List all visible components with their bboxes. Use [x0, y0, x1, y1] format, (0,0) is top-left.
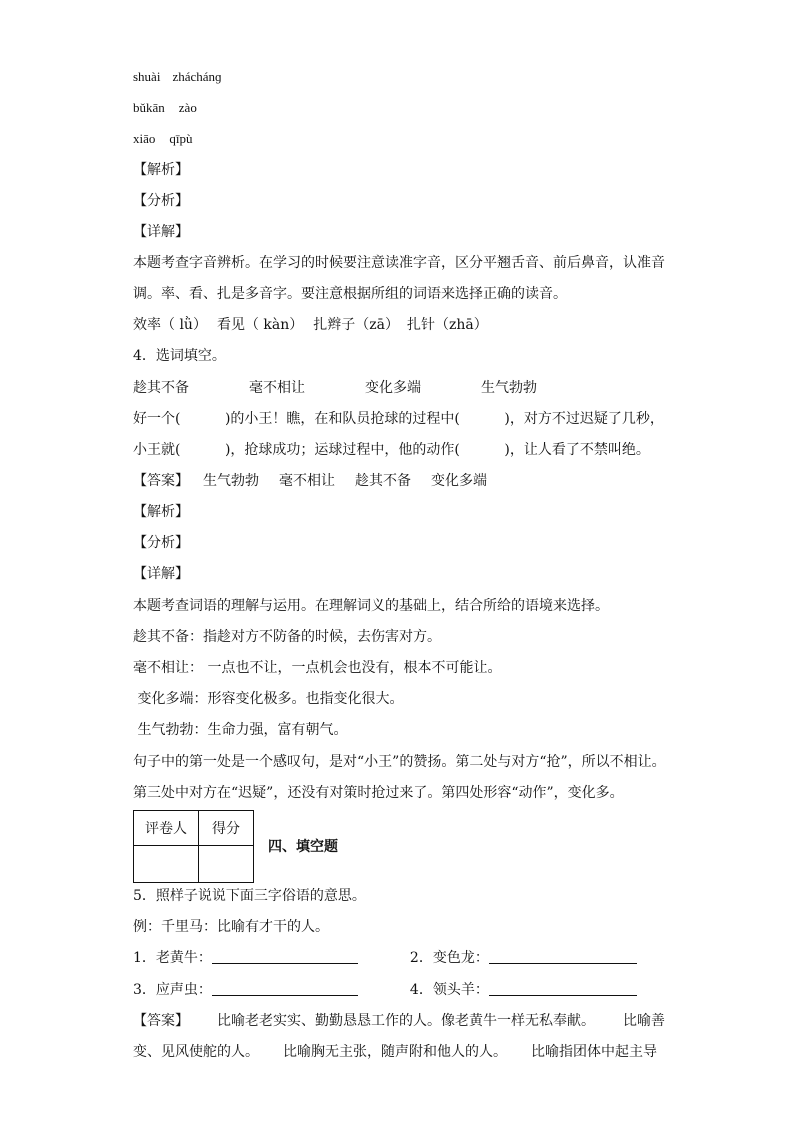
analysis-label: 【解析】: [133, 162, 189, 178]
answer-item: 变化多端: [431, 473, 487, 489]
score-cell[interactable]: [199, 846, 254, 883]
answer-text: 比喻胸无主张，随声附和他人的人。: [283, 1044, 507, 1060]
answer-item: 趁其不备: [355, 473, 411, 489]
word-option: 趁其不备: [133, 380, 189, 396]
detail-label: 【详解】: [133, 224, 189, 240]
answer-blank[interactable]: [212, 981, 358, 996]
paragraph: 句子中的第一处是一个感叹句，是对“小王”的赞扬。第二处与对方“抢”，所以不相让。: [133, 754, 666, 770]
definition: 变化多端：形容变化极多。也指变化很大。: [133, 691, 404, 707]
sentence: 好一个( )的小王！瞧，在和队员抢球的过程中( )，对方不过迟疑了几秒，: [133, 411, 664, 427]
definition: 趁其不备：指趁对方不防备的时候，去伤害对方。: [133, 629, 441, 645]
answer-item: 生气勃勃: [203, 473, 259, 489]
pinyin-text: xiāo: [133, 131, 156, 146]
answer-label: 【答案】: [133, 473, 189, 489]
paragraph: 第三处中对方在“迟疑”，还没有对策时抢过来了。第四处形容“动作”，变化多。: [133, 785, 624, 801]
definition: 生气勃勃：生命力强，富有朝气。: [133, 722, 348, 738]
example-line: 例：千里马：比喻有才干的人。: [133, 919, 329, 935]
pinyin-text: bǔkān: [133, 100, 165, 115]
pinyin-line-3: [133, 130, 193, 148]
detail-label: 【详解】: [133, 566, 189, 582]
answer-text: 比喻善: [623, 1013, 665, 1029]
definition: 毫不相让： 一点也不让，一点机会也没有，根本不可能让。: [133, 660, 502, 676]
pinyin-line-1: [133, 68, 222, 86]
breakdown-label: 【分析】: [133, 535, 189, 551]
score-header: 得分: [199, 811, 254, 846]
answer-blank[interactable]: [489, 981, 637, 996]
paragraph: 本题考查词语的理解与运用。在理解词义的基础上，结合所给的语境来选择。: [133, 598, 609, 614]
fill-line: [133, 949, 637, 967]
fill-item-label: 3．应声虫：: [133, 982, 212, 998]
question-title: 5．照样子说说下面三字俗语的意思。: [133, 888, 366, 904]
answer-line: [133, 472, 487, 490]
answer-label: 【答案】: [133, 1013, 189, 1029]
answer-blank[interactable]: [489, 949, 637, 964]
answer-line: [133, 1012, 665, 1030]
fill-item-label: 1．老黄牛：: [133, 950, 212, 966]
fill-item-label: 2．变色龙：: [409, 950, 489, 966]
answer-line: [133, 1043, 657, 1061]
answer-item: 效率（ lǜ）: [133, 317, 207, 333]
answer-text: 比喻指团体中起主导: [531, 1044, 657, 1060]
analysis-label: 【解析】: [133, 504, 189, 520]
answer-text: 比喻老老实实、勤勤恳恳工作的人。像老黄牛一样无私奉献。: [217, 1013, 595, 1029]
score-table: [133, 810, 254, 883]
answer-text: 变、见风使舵的人。: [133, 1044, 259, 1060]
pinyin-line-2: [133, 99, 197, 117]
question-title: 4．选词填空。: [133, 348, 226, 364]
reading-answers: [133, 316, 488, 334]
pinyin-text: zào: [178, 100, 197, 115]
answer-item: 看见（ kàn）: [216, 317, 304, 333]
word-option: 毫不相让: [249, 380, 305, 396]
word-option: 生气勃勃: [481, 380, 537, 396]
pinyin-text: shuài: [133, 69, 161, 84]
pinyin-text: qīpù: [169, 131, 193, 146]
grader-header: 评卷人: [134, 811, 199, 846]
fill-item-label: 4．领头羊：: [409, 982, 489, 998]
paragraph: 本题考查字音辨析。在学习的时候要注意读准字音，区分平翘舌音、前后鼻音，认准音: [133, 255, 665, 271]
answer-blank[interactable]: [212, 949, 358, 964]
answer-item: 扎辫子（zā）: [313, 317, 399, 333]
pinyin-text: zháchánɡ: [172, 69, 222, 84]
answer-item: 毫不相让: [279, 473, 335, 489]
fill-line: [133, 981, 637, 999]
word-bank: [133, 379, 537, 397]
sentence: 小王就( )，抢球成功；运球过程中，他的动作( )，让人看了不禁叫绝。: [133, 442, 650, 458]
paragraph: 调。率、看、扎是多音字。要注意根据所组的词语来选择正确的读音。: [133, 286, 567, 302]
answer-item: 扎针（zhā）: [406, 317, 488, 333]
word-option: 变化多端: [365, 380, 421, 396]
section-title: 四、填空题: [268, 839, 338, 855]
breakdown-label: 【分析】: [133, 193, 189, 209]
grader-cell[interactable]: [134, 846, 199, 883]
